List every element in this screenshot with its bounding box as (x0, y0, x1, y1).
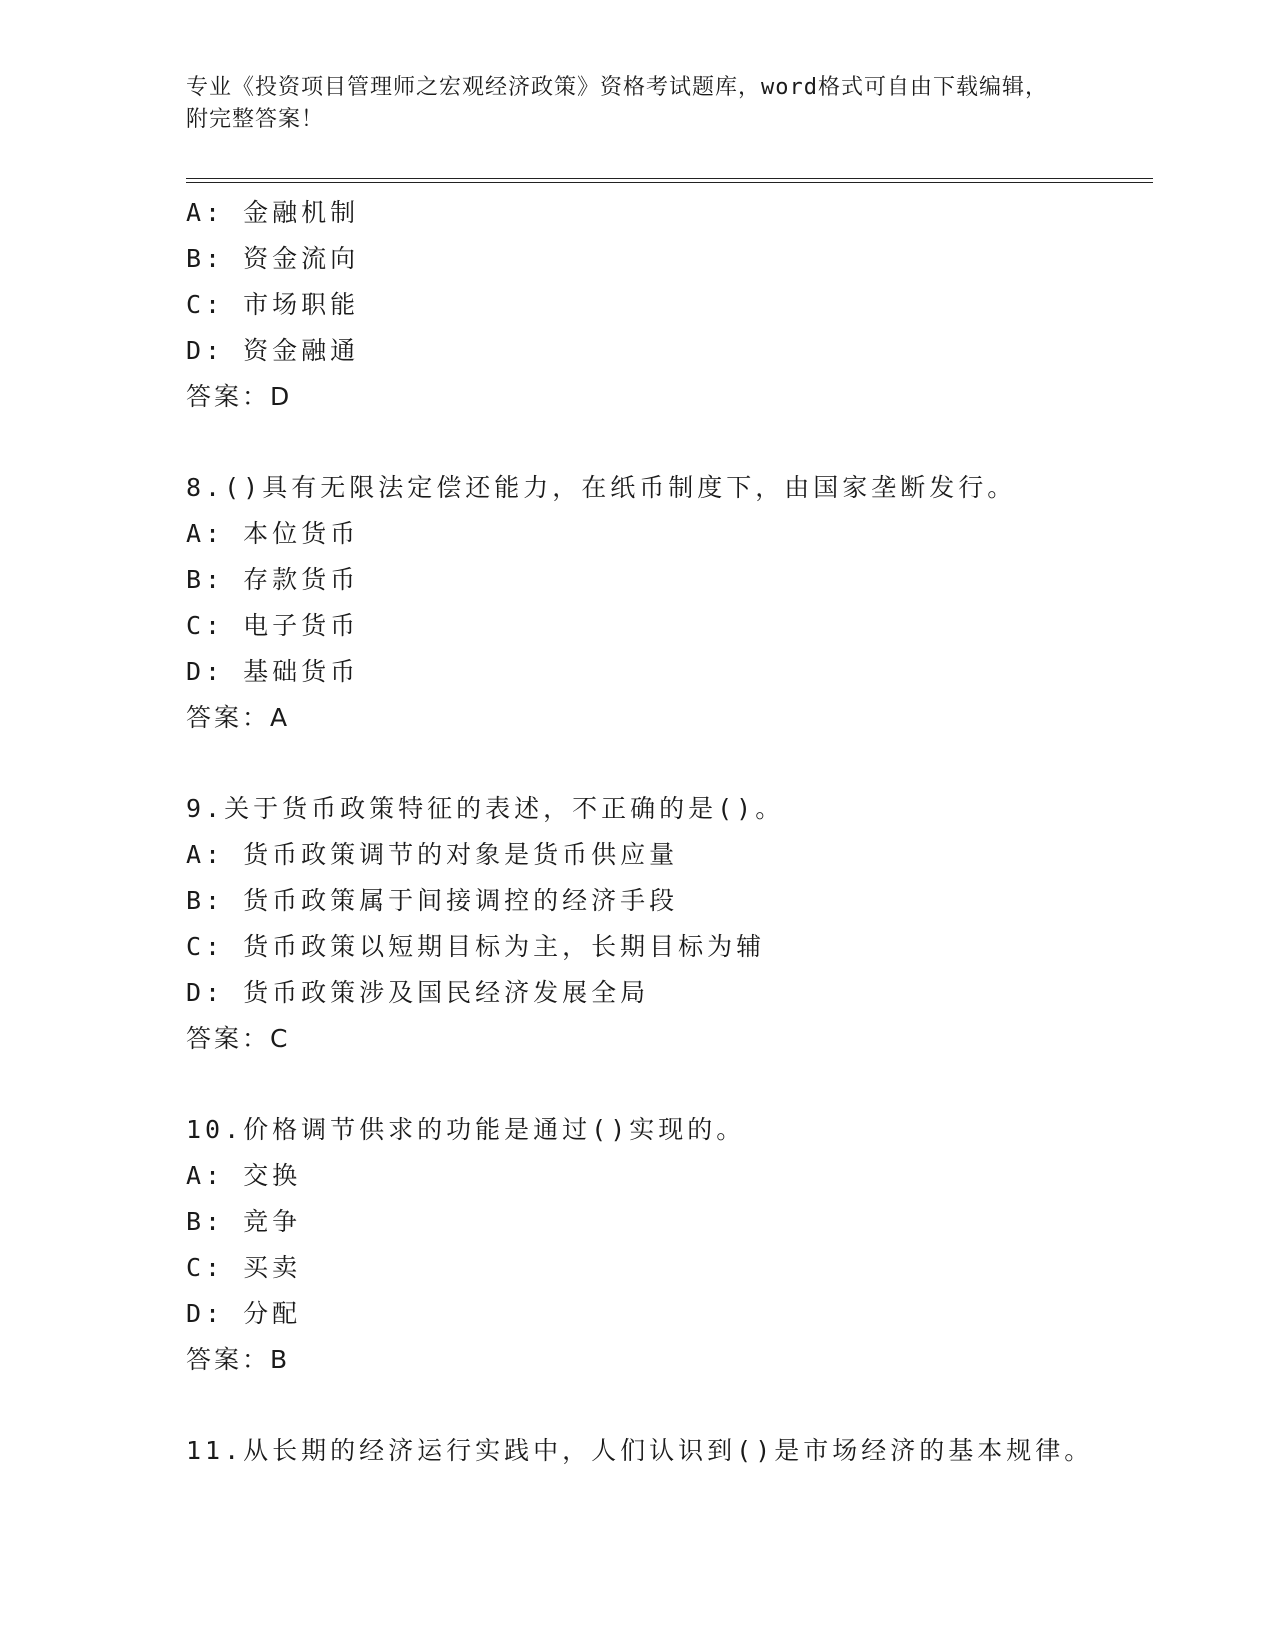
question-7 (186, 190, 1146, 420)
document-header: 专业《投资项目管理师之宏观经济政策》资格考试题库，word格式可自由下载编辑，附完整答案！ (186, 75, 1048, 132)
question-11 (186, 1428, 1146, 1474)
option-c: C: 买卖 (186, 1253, 302, 1282)
option-b: B: 资金流向 (186, 244, 360, 273)
option-a: A: 本位货币 (186, 519, 360, 548)
answer: 答案：D (186, 382, 293, 411)
header-divider (186, 178, 1153, 183)
question-list (186, 190, 1146, 1474)
option-b: B: 货币政策属于间接调控的经济手段 (186, 886, 679, 915)
question-stem: 9.关于货币政策特征的表述，不正确的是()。 (186, 794, 785, 823)
option-a: A: 金融机制 (186, 198, 360, 227)
option-a: A: 交换 (186, 1161, 302, 1190)
option-d: D: 分配 (186, 1299, 302, 1328)
question-10 (186, 1107, 1146, 1383)
option-d: D: 货币政策涉及国民经济发展全局 (186, 978, 650, 1007)
question-9 (186, 786, 1146, 1062)
answer: 答案：A (186, 703, 291, 732)
answer: 答案：B (186, 1345, 291, 1374)
option-c: C: 市场职能 (186, 290, 360, 319)
question-stem: 11.从长期的经济运行实践中，人们认识到()是市场经济的基本规律。 (186, 1436, 1094, 1465)
question-stem: 8.()具有无限法定偿还能力，在纸币制度下，由国家垄断发行。 (186, 473, 1017, 502)
option-c: C: 电子货币 (186, 611, 360, 640)
option-a: A: 货币政策调节的对象是货币供应量 (186, 840, 679, 869)
option-d: D: 资金融通 (186, 336, 360, 365)
question-8 (186, 465, 1146, 741)
option-b: B: 存款货币 (186, 565, 360, 594)
option-d: D: 基础货币 (186, 657, 360, 686)
answer: 答案：C (186, 1024, 291, 1053)
option-c: C: 货币政策以短期目标为主，长期目标为辅 (186, 932, 766, 961)
question-stem: 10.价格调节供求的功能是通过()实现的。 (186, 1115, 746, 1144)
option-b: B: 竞争 (186, 1207, 302, 1236)
